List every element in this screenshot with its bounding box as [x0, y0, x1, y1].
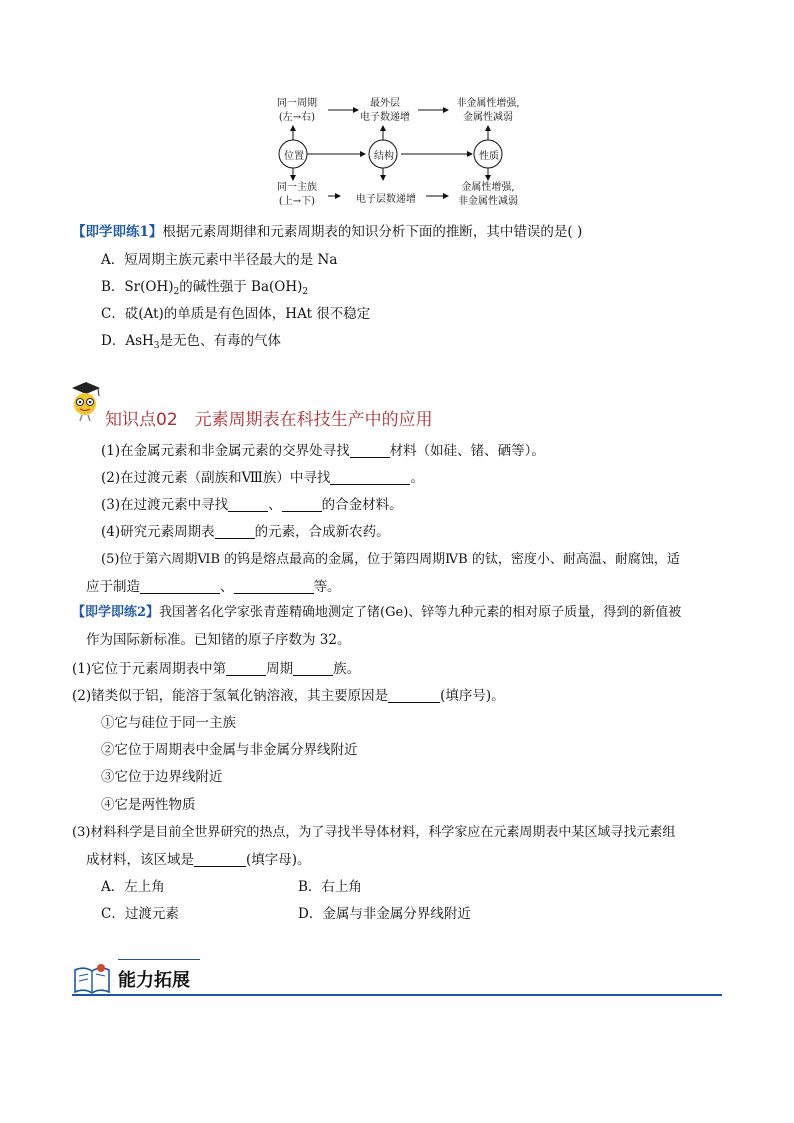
exercise1-question: 【即学即练1】根据元素周期律和元素周期表的知识分析下面的推断，其中错误的是( ) — [72, 224, 583, 240]
exercise1-option-d: D．AsH$_3$是无色、有毒的气体 — [101, 333, 282, 351]
diag-node-mid-label: 结构 — [374, 151, 394, 162]
diag-node-left-label: 位置 — [284, 151, 304, 162]
blank[interactable] — [226, 661, 266, 676]
exercise1-option-a: A．短周期主族元素中半径最大的是 Na — [101, 252, 338, 268]
exercise2-q2: (2)锗类似于铝，能溶于氢氧化钠溶液，其主要原因是 (填序号)。 — [72, 688, 505, 704]
exercise2-q2-option3: ③它位于边界线附近 — [101, 769, 223, 785]
exercise2-q3-option-a: A．左上角 — [101, 879, 165, 895]
exercise1-tag: 【即学即练1】 — [72, 224, 163, 240]
exercise2-q1: (1)它位于元素周期表中第 周期 族。 — [72, 661, 361, 677]
exercise2-q3-option-b: B．右上角 — [298, 879, 362, 895]
mascot-icon — [68, 380, 104, 422]
blank[interactable] — [228, 497, 268, 512]
open-book-icon — [72, 962, 112, 996]
section-top-rule — [118, 959, 200, 960]
exercise2-q2-option4: ④它是两性物质 — [101, 797, 196, 813]
blank[interactable] — [282, 497, 322, 512]
blank[interactable] — [388, 688, 440, 703]
exercise1-option-c: C．砹(At)的单质是有色固体，HAt 很不稳定 — [101, 306, 371, 322]
exercise2-q3-option-c: C．过渡元素 — [101, 906, 179, 922]
diag-bot-right: 金属性增强, 非金属性减弱 — [458, 182, 518, 207]
kp02-line1: (1)在金属元素和非金属元素的交界处寻找 材料（如硅、锗、硒等）。 — [101, 443, 545, 459]
blank[interactable] — [194, 852, 246, 867]
kp02-line4: (4)研究元素周期表 的元素，合成新农药。 — [101, 524, 390, 540]
exercise2-q3-line2: 成材料，该区域是 (填字母)。 — [86, 852, 311, 868]
blank[interactable] — [330, 470, 410, 485]
diag-bot-mid: 电子层数递增 — [356, 194, 416, 205]
exercise2-q2-option2: ②它位于周期表中金属与非金属分界线附近 — [101, 742, 358, 758]
kp02-line5b: 应于制造 、 等。 — [86, 579, 341, 595]
kp02-line3: (3)在过渡元素中寻找 、 的合金材料。 — [101, 497, 403, 513]
diag-top-right: 非金属性增强, 金属性减弱 — [456, 98, 520, 123]
knowledge-point-02-title: 知识点02 元素周期表在科技生产中的应用 — [105, 410, 433, 430]
exercise2-q3: (3)材料科学是目前全世界研究的热点，为了寻找半导体材料，科学家应在元素周期表中某区域寻找元素组 — [72, 825, 676, 840]
blank[interactable] — [140, 579, 220, 594]
exercise2-q2-option1: ①它与硅位于同一主族 — [101, 715, 236, 731]
exercise2-intro: 【即学即练2】我国著名化学家张青莲精确地测定了锗(Ge)、锌等九种元素的相对原子质量，得到的新值被 — [72, 605, 682, 620]
exercise1-option-b: B．$Sr(OH)_2$的碱性强于 $Ba(OH)_2$ — [101, 279, 309, 297]
blank[interactable] — [350, 443, 390, 458]
section-title: 能力拓展 — [118, 970, 190, 991]
diag-node-right-label: 性质 — [479, 151, 499, 162]
diag-top-left: 同一周期 (左→右) — [277, 98, 317, 123]
exercise2-tag: 【即学即练2】 — [72, 605, 160, 620]
diag-top-mid: 最外层 电子数递增 — [360, 98, 410, 123]
exercise2-q3-option-d: D．金属与非金属分界线附近 — [298, 906, 471, 922]
blank[interactable] — [293, 661, 333, 676]
blank[interactable] — [215, 524, 255, 539]
section-bottom-rule — [72, 994, 722, 996]
blank[interactable] — [234, 579, 314, 594]
kp02-line5a: (5)位于第六周期ⅥB 的钨是熔点最高的金属，位于第四周期ⅣB 的钛，密度小、耐高温、耐腐蚀，适 — [101, 552, 680, 567]
kp02-line2: (2)在过渡元素（副族和Ⅷ族）中寻找 。 — [101, 470, 424, 486]
diag-bot-left: 同一主族 (上→下) — [277, 182, 317, 207]
exercise2-intro-line2: 作为国际新标准。已知锗的原子序数为 32。 — [86, 632, 351, 648]
